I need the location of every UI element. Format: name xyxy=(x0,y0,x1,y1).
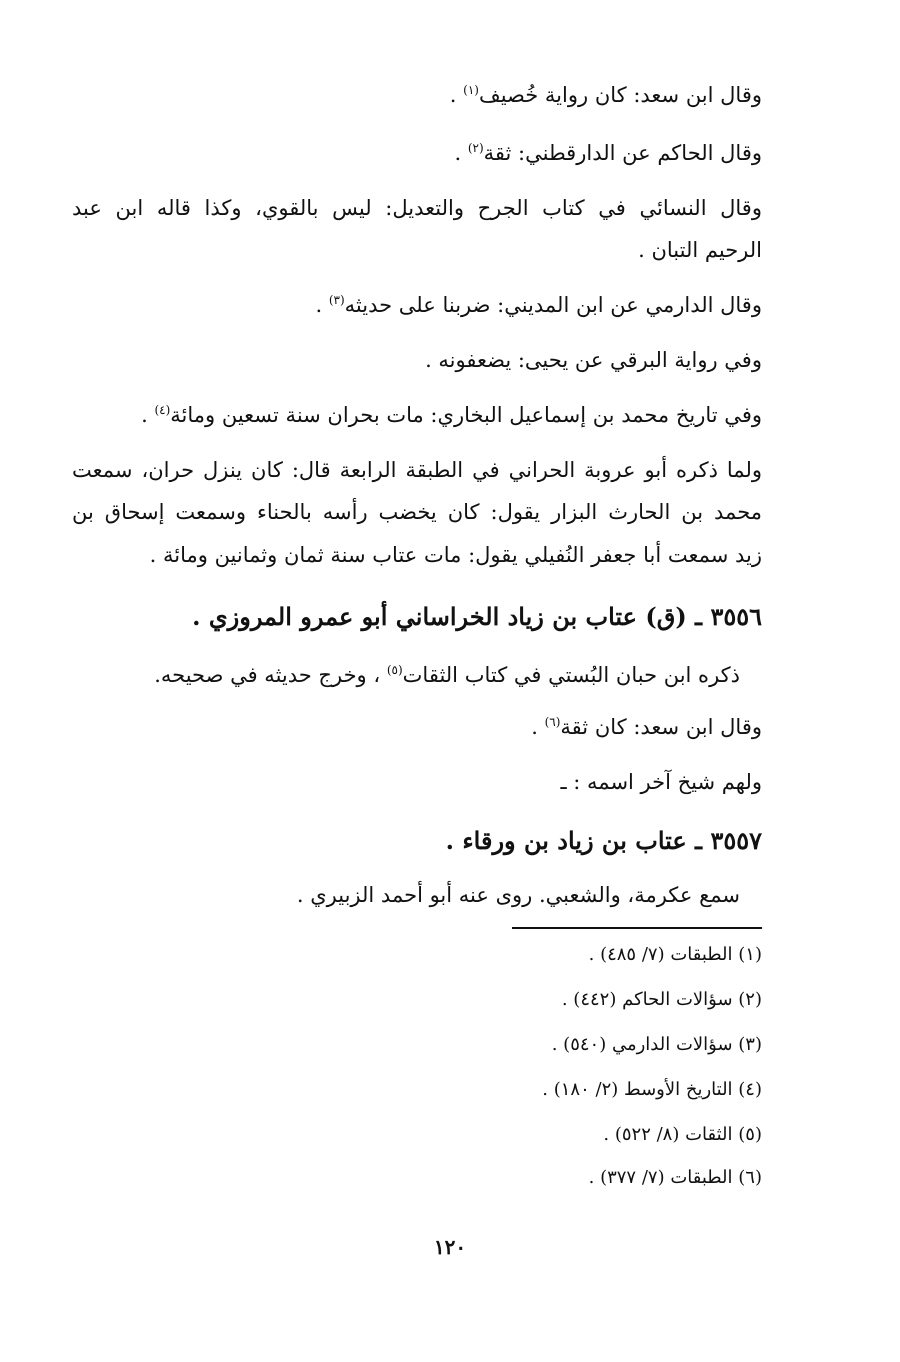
text-line: وقال ابن سعد: كان ثقة$^{(٦)}$ . xyxy=(531,715,762,739)
footnote-ref: (٣) xyxy=(328,293,345,307)
text-line: وقال الحاكم عن الدارقطني: ثقة$^{(٢)}$ . xyxy=(454,141,762,165)
footnote-ref: (١) xyxy=(463,83,479,97)
footnote-ref: (٦) xyxy=(544,715,561,729)
text-line: زيد سمعت أبا جعفر النُفيلي يقول: مات عتاب سنة ثمان وثمانين ومائة . xyxy=(149,543,762,567)
text-line: وقال ابن سعد: كان رواية خُصيف$^{(١)}$ . xyxy=(449,83,762,107)
footnote: (١) الطبقات (٧/ ٤٨٥) . xyxy=(588,944,762,965)
text-line: سمع عكرمة، والشعبي. روى عنه أبو أحمد الزبيري . xyxy=(296,883,740,907)
text-line: ولهم شيخ آخر اسمه : ـ xyxy=(560,770,762,794)
page-number: ١٢٠ xyxy=(433,1235,467,1259)
footnote: (٥) الثقات (٨/ ٥٢٢) . xyxy=(603,1124,762,1145)
footnote-ref: (٥) xyxy=(386,663,403,677)
footnote-ref: (٤) xyxy=(154,403,171,417)
footnote: (٣) سؤالات الدارمي (٥٤٠) . xyxy=(551,1034,762,1055)
text-line: الرحيم التبان . xyxy=(638,238,762,262)
footnote: (٢) سؤالات الحاكم (٤٤٢) . xyxy=(561,989,762,1010)
text-line: ولما ذكره أبو عروبة الحراني في الطبقة الرابعة قال: كان ينزل حران، سمعت xyxy=(72,458,762,482)
text-line: وفي تاريخ محمد بن إسماعيل البخاري: مات بحران سنة تسعين ومائة$^{(٤)}$ . xyxy=(141,403,762,427)
text-line: وفي رواية البرقي عن يحيى: يضعفونه . xyxy=(425,348,762,372)
footnote-divider xyxy=(512,927,762,929)
entry-heading: ٣٥٥٦ ـ (ق) عتاب بن زياد الخراساني أبو عمرو المروزي . xyxy=(192,602,762,631)
footnote: (٦) الطبقات (٧/ ٣٧٧) . xyxy=(588,1167,762,1188)
text-line: ذكره ابن حبان البُستي في كتاب الثقات$^{(٥)}$ ، وخرج حديثه في صحيحه. xyxy=(154,663,740,687)
text-line: وقال النسائي في كتاب الجرح والتعديل: ليس بالقوي، وكذا قاله ابن عبد xyxy=(72,196,762,220)
footnote-ref: (٢) xyxy=(467,141,484,155)
footnote: (٤) التاريخ الأوسط (٢/ ١٨٠) . xyxy=(542,1079,762,1100)
text-line: محمد بن الحارث البزار يقول: كان يخضب رأسه بالحناء وسمعت إسحاق بن xyxy=(72,500,762,524)
entry-heading: ٣٥٥٧ ـ عتاب بن زياد بن ورقاء . xyxy=(445,826,762,855)
text-line: وقال الدارمي عن ابن المديني: ضربنا على حديثه$^{(٣)}$ . xyxy=(315,293,762,317)
